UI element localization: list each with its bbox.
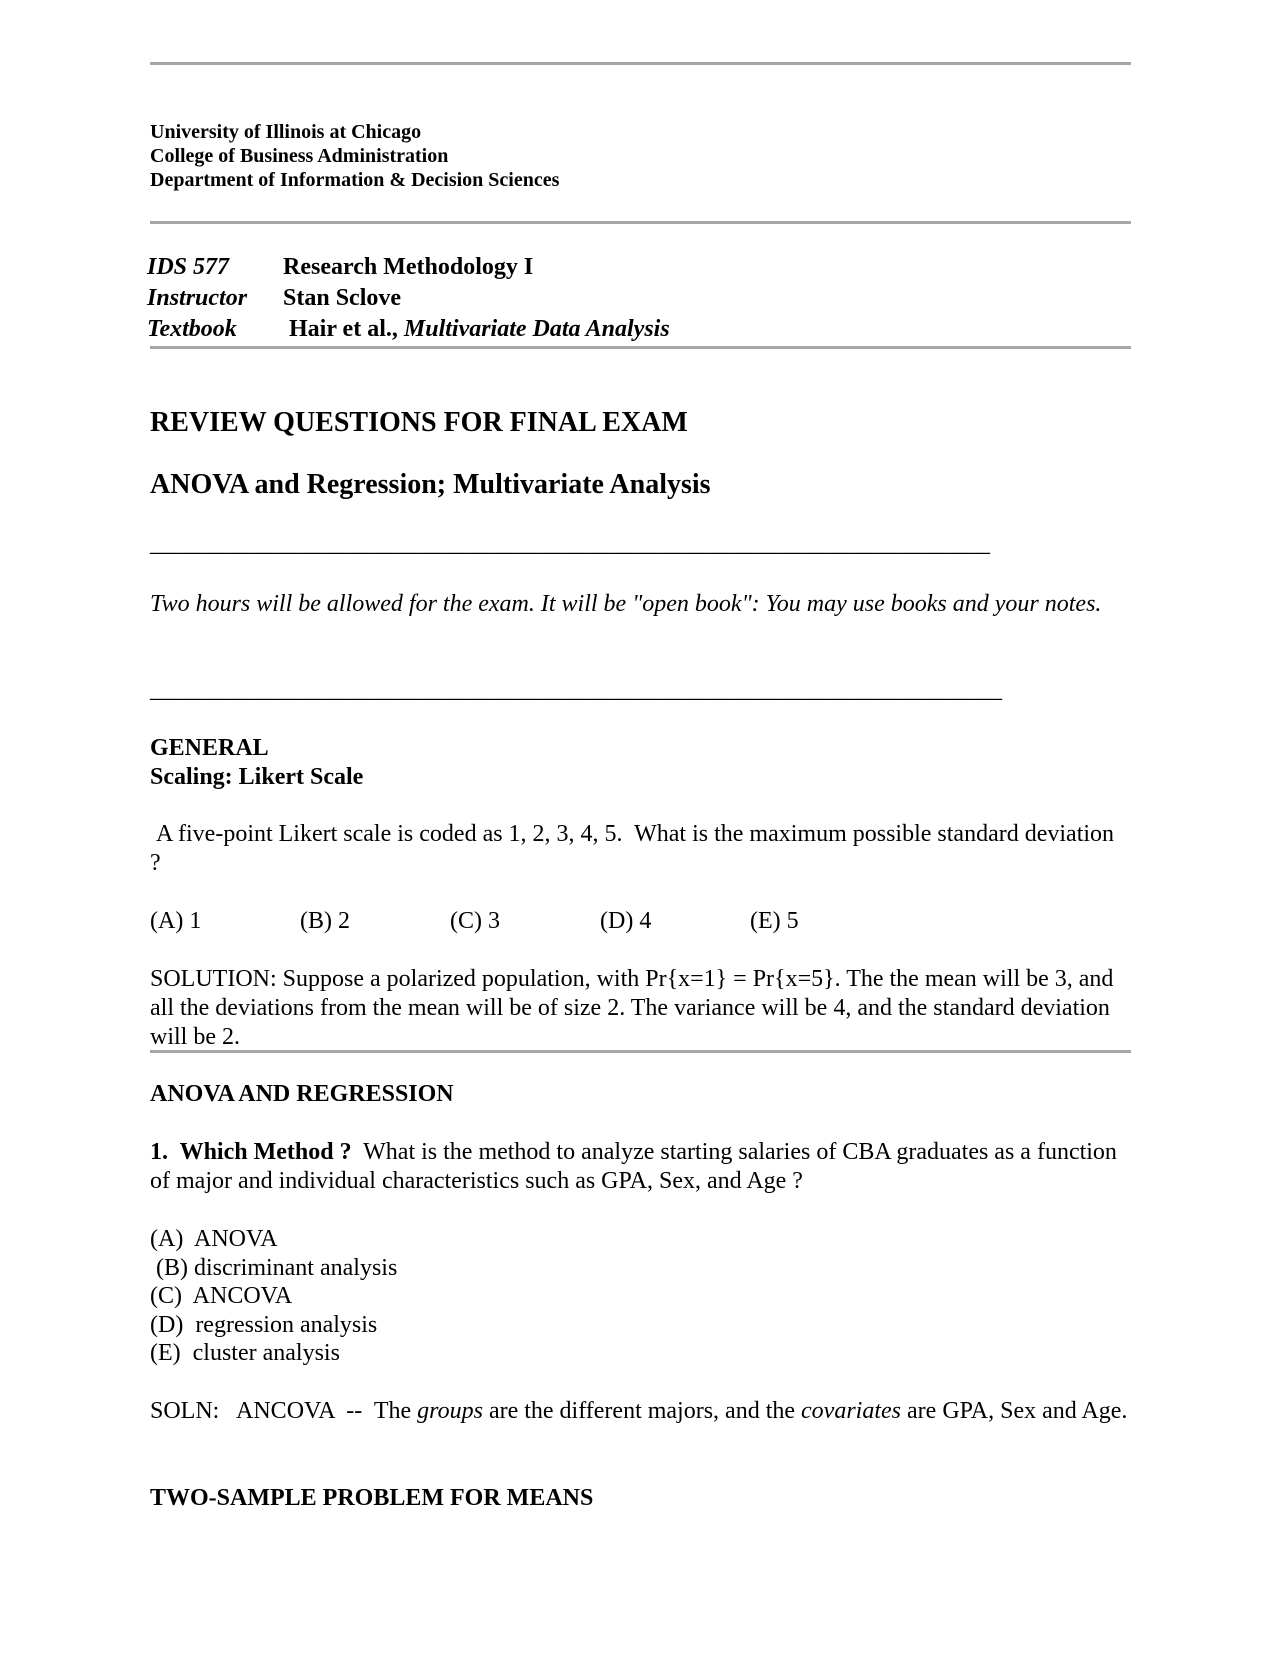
question-1	[150, 1138, 1130, 1196]
course-code-label: IDS 577	[147, 254, 230, 280]
likert-question: A five-point Likert scale is coded as 1, 2, 3, 4, 5. What is the maximum possible standard deviation ?	[150, 821, 1121, 876]
page-title: REVIEW QUESTIONS FOR FINAL EXAM	[150, 407, 688, 438]
q1-choice-d: (D) regression analysis	[150, 1312, 378, 1338]
soln-covariates: covariates	[801, 1398, 902, 1424]
soln-groups: groups	[417, 1398, 483, 1424]
header-rule	[150, 221, 1131, 224]
instructor-label: Instructor	[147, 285, 248, 311]
soln-prefix: SOLN: ANCOVA -- The	[150, 1398, 418, 1424]
likert-subheading: Scaling: Likert Scale	[150, 764, 364, 790]
textbook-authors: Hair et al.,	[289, 316, 404, 342]
general-heading: GENERAL	[150, 735, 269, 761]
choice-e: (E) 5	[750, 908, 799, 934]
soln-suffix: are GPA, Sex and Age.	[901, 1398, 1128, 1424]
q1-choice-c: (C) ANCOVA	[150, 1283, 293, 1309]
textbook-title	[289, 314, 670, 344]
question-1-text: What is the method to analyze starting salaries of CBA graduates as a function of major and individual characteristics such as GPA, Sex, and Age ?	[150, 1139, 1123, 1194]
course-title: Research Methodology I	[283, 254, 534, 280]
department-name: Department of Information & Decision Sciences	[150, 169, 560, 191]
college-name: College of Business Administration	[150, 145, 449, 167]
question-1-solution	[150, 1397, 1130, 1426]
exam-instructions: Two hours will be allowed for the exam. It will be "open book": You may use books and your notes.	[150, 591, 1102, 617]
top-rule	[150, 62, 1131, 65]
q1-choice-b: (B) discriminant analysis	[150, 1255, 398, 1281]
choice-a: (A) 1	[150, 908, 202, 934]
q1-choice-a: (A) ANOVA	[150, 1226, 278, 1252]
instructor-name: Stan Sclove	[283, 285, 402, 311]
soln-mid: are the different majors, and the	[482, 1398, 802, 1424]
anova-heading: ANOVA AND REGRESSION	[150, 1081, 454, 1107]
textbook-label: Textbook	[147, 316, 237, 342]
course-rule	[150, 346, 1131, 349]
q1-choice-e: (E) cluster analysis	[150, 1340, 340, 1366]
choice-d: (D) 4	[600, 908, 652, 934]
question-1-label: 1. Which Method ?	[150, 1139, 352, 1165]
separator-line-1: ______________________________________________________________________	[150, 531, 990, 557]
separator-line-2: _______________________________________________________________________	[150, 677, 1002, 703]
university-name: University of Illinois at Chicago	[150, 121, 422, 143]
two-sample-heading: TWO-SAMPLE PROBLEM FOR MEANS	[150, 1485, 594, 1511]
section-rule	[150, 1050, 1131, 1053]
likert-solution: SOLUTION: Suppose a polarized population, with Pr{x=1} = Pr{x=5}. The the mean will be 3, and all the deviations from the mean will be of size 2. The variance will be 4, and the standard deviation will be 2.	[150, 966, 1114, 1050]
textbook-name: Multivariate Data Analysis	[403, 316, 670, 342]
page-subtitle: ANOVA and Regression; Multivariate Analysis	[150, 469, 711, 500]
choice-b: (B) 2	[300, 908, 350, 934]
choice-c: (C) 3	[450, 908, 500, 934]
